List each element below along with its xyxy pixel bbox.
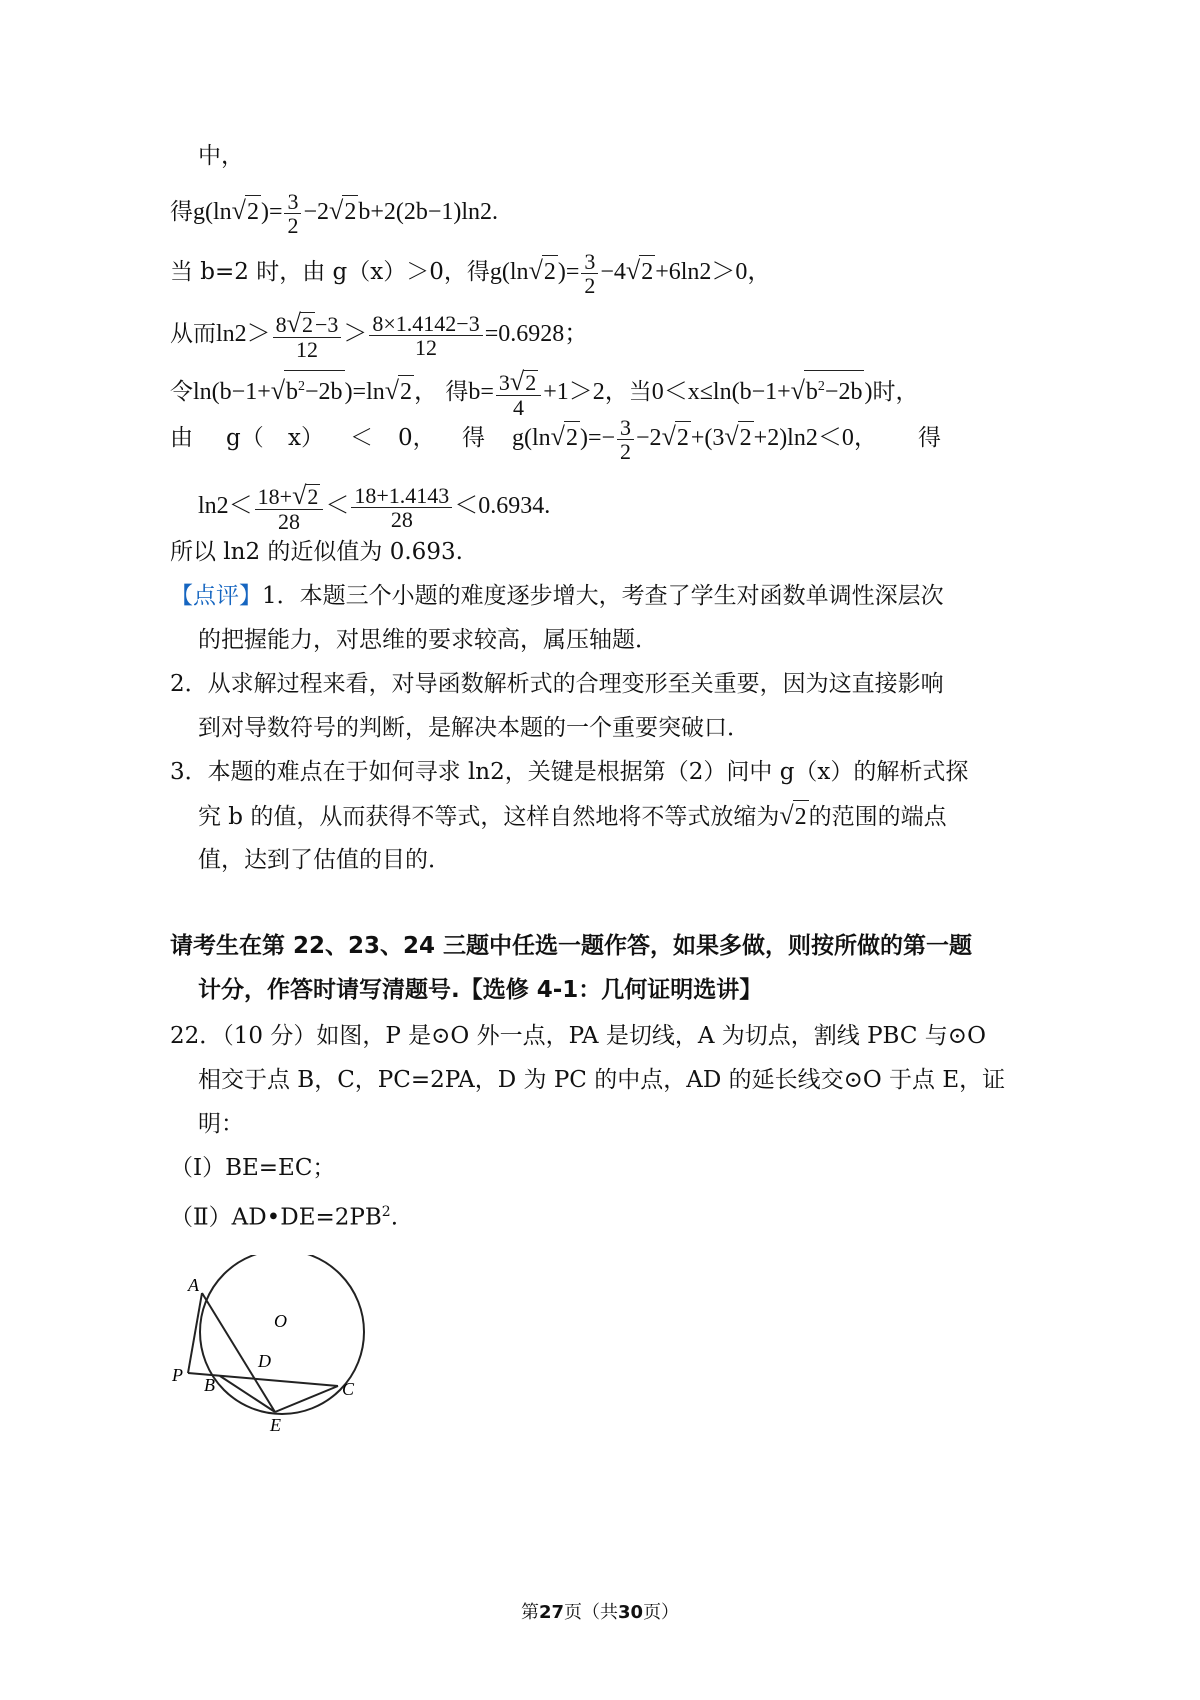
math-expression: $\ln(b-1+√b^2-2b)=\ln√2$， bbox=[193, 379, 438, 405]
comment-p2: 2．从求解过程来看，对导函数解析式的合理变形至关重要，因为这直接影响 bbox=[170, 671, 944, 697]
comment-p3-cont: 究 b 的值，从而获得不等式，这样自然地将不等式放缩为√2的范围的端点 bbox=[198, 800, 947, 833]
label-e: E bbox=[270, 1415, 281, 1435]
section-heading-cont: 计分，作答时请写清题号.【选修 4-1：几何证明选讲】 bbox=[198, 977, 763, 1003]
text-line-3: 当 b=2 时，由 g（x）＞0，得g(ln√2)= $\frac{3}{2}$ −4√2+6ln2＞0， bbox=[170, 249, 772, 299]
page-footer: 第27页（共30页） bbox=[520, 1602, 680, 1623]
problem-part-2: $(Ⅱ)AD•DE=2PB^2$. bbox=[170, 1204, 398, 1231]
circle-o bbox=[200, 1255, 364, 1414]
math-expression: g(ln√2)= $\frac{3}{2}$ −4√2+6ln2＞0， bbox=[489, 249, 772, 299]
comment-tag: 【点评】 bbox=[170, 583, 262, 609]
math-expression: g(ln√2)=− $\frac{3}{2}$ −2√2+(3√2+2)ln2＜0， bbox=[512, 415, 878, 465]
text-line-2: 得g(ln√2)= $\frac{3}{2}$ −2√2b+2(2b−1)ln2. bbox=[170, 189, 499, 239]
math-expression: ln2＜ $\frac{18+√2}{28}$ ＜ $\frac{18+1.4143}{28}$ ＜0.6934. bbox=[198, 481, 551, 535]
label-c: C bbox=[342, 1379, 355, 1399]
label-d: D bbox=[258, 1351, 271, 1371]
math-expression: √2 bbox=[779, 804, 808, 830]
comment-p2-cont: 到对导数符号的判断，是解决本题的一个重要突破口． bbox=[198, 715, 750, 741]
comment-p1: 【点评】1．本题三个小题的难度逐步增大，考查了学生对函数单调性深层次 bbox=[170, 583, 944, 609]
math-expression: g(ln√2)= $\frac{3}{2}$ −2√2b+2(2b−1)ln2. bbox=[193, 189, 499, 239]
problem-part-1: （Ⅰ）BE=EC； bbox=[170, 1155, 336, 1181]
text-line-1: 中， bbox=[198, 143, 244, 169]
math-expression: b= $\frac{3√2}{4}$ +1＞2， bbox=[468, 367, 629, 421]
text-line-5: 令$\ln(b-1+√b^2-2b)=\ln√2$， 得b= $\frac{3√2}{4}$ +1＞2，当$0<x\le\ln(b-1+√b^2-2b)$时， bbox=[170, 367, 919, 421]
label-b: B bbox=[204, 1375, 215, 1395]
comment-p1-cont: 的把握能力，对思维的要求较高，属压轴题． bbox=[198, 627, 658, 653]
label-o: O bbox=[274, 1311, 287, 1331]
label-p: P bbox=[172, 1365, 183, 1385]
math-expression: ln2＞ $\frac{8√2-3}{12}$ ＞ $\frac{8\times 1.4142-3}{12}$ =0.6928； bbox=[216, 309, 589, 363]
comment-p3: 3．本题的难点在于如何寻求 ln2，关键是根据第（2）问中 g（x）的解析式探 bbox=[170, 759, 969, 785]
document-page: 中， 得g(ln√2)= $\frac{3}{2}$ −2√2b+2(2b−1)ln2. 当 b=2 时，由 g（x）＞0，得g(ln√2)= $\frac{3}{2}$ −4√2+6ln2＞0， 从而ln2＞ $\frac{8√2-3}{12}$ ＞ $\frac{8\times 1.4142-3}{12}$ =0.6928； 令$\ln(b-1+√b^2-2b)=\ln√2$， 得b= $\frac{3√2}{4}$ +1＞2，当$0<x\le\ln(b-1+√b^2-2b)$时， 由 g（ x） ＜ 0， 得 g(ln√2)=− $\frac{3}{2}$ −2√2+(3√2+2)ln2＜0， 得 ln2＜ $\frac{18+√2}{28}$ ＜ $\frac{18+1.4143}{28}$ ＜0.6934. 所以 ln2 的近似值为 0.693. 【点评】1．本题三个小题的难度逐步增大，考查了学生对函数单调性深层次 的把握能力，对思维的要求较高，属压轴题． 2．从求解过程来看，对导函数解析式的合理变形至关重要，因为这直接影响 到对导数符号的判断，是解决本题的一个重要突破口． 3．本题的难点在于如何寻求 ln2，关键是根据第（2）问中 g（x）的解析式探 究 b 的值，从而获得不等式，这样自然地将不等式放缩为√2的范围的端点 值，达到了估值的目的． 请考生在第 22、23、24 三题中任选一题作答，如果多做，则按所做的第一题 计分，作答时请写清题号.【选修 4-1：几何证明选讲】 22．（10 分）如图，P 是⊙O 外一点，PA 是切线，A 为切点，割线 PBC 与⊙O 相交于点 B，C，PC=2PA，D 为 PC 的中点，AD 的延长线交⊙O 于点 E，证 明： （Ⅰ）BE=EC； $(Ⅱ)AD•DE=2PB^2$. A O D P B C E 第27页（共30页） bbox=[0, 0, 1200, 1700]
problem-text-2: 相交于点 B，C，PC=2PA，D 为 PC 的中点，AD 的延长线交⊙O 于点 E，证 bbox=[198, 1067, 1006, 1093]
text-line-7 bbox=[198, 482, 550, 533]
section-heading: 请考生在第 22、23、24 三题中任选一题作答，如果多做，则按所做的第一题 bbox=[170, 933, 973, 959]
problem-text-1: 22．（10 分）如图，P 是⊙O 外一点，PA 是切线，A 为切点，割线 PBC 与⊙O bbox=[170, 1023, 986, 1049]
geometry-figure bbox=[160, 1255, 380, 1435]
label-a: A bbox=[188, 1275, 199, 1295]
comment-p3-end: 值，达到了估值的目的． bbox=[198, 847, 451, 873]
math-expression: $0<x\le\ln(b-1+√b^2-2b)$ bbox=[652, 379, 873, 405]
text-line-4: 从而ln2＞ $\frac{8√2-3}{12}$ ＞ $\frac{8\times 1.4142-3}{12}$ =0.6928； bbox=[170, 309, 589, 363]
text-line-8: 所以 ln2 的近似值为 0.693. bbox=[170, 539, 463, 565]
problem-text-3: 明： bbox=[198, 1111, 244, 1137]
